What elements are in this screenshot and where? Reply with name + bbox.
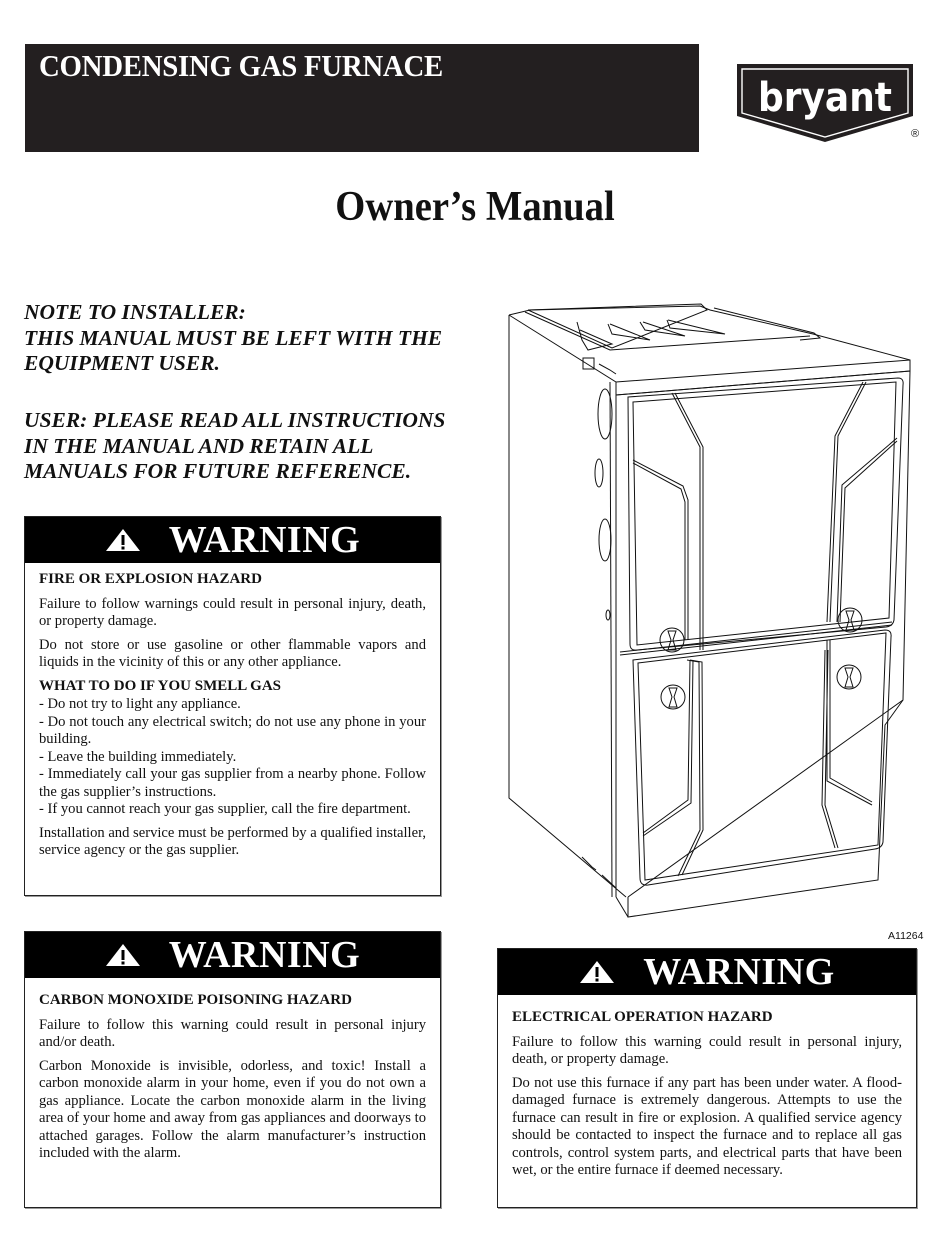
note-line: NOTE TO INSTALLER: xyxy=(24,300,246,324)
user-note xyxy=(24,408,445,485)
gas-step: - Immediately call your gas supplier from a nearby phone. Follow the gas supplier’s instructions. xyxy=(39,766,426,800)
hazard-title: CARBON MONOXIDE POISONING HAZARD xyxy=(39,992,352,1008)
door-latch-icon xyxy=(838,608,862,632)
furnace-illustration xyxy=(500,300,920,925)
registered-mark: ® xyxy=(911,128,920,140)
hazard-title: ELECTRICAL OPERATION HAZARD xyxy=(512,1009,773,1025)
note-line: MANUALS FOR FUTURE REFERENCE. xyxy=(24,459,412,483)
door-latch-icon xyxy=(837,665,861,689)
hazard-title: FIRE OR EXPLOSION HAZARD xyxy=(39,571,262,587)
logo-text: bryant xyxy=(758,75,892,121)
installer-note xyxy=(24,300,442,377)
warning-box-carbon-monoxide xyxy=(24,931,441,1208)
warning-triangle-icon xyxy=(105,528,141,552)
warning-paragraph: Do not use this furnace if any part has been under water. A flood-damaged furnace is extremely dangerous. Attempts to use the furnace can result in fire or explosion. A qualified service agency should be contacted to inspect the furnace and to replace all gas controls, control system parts, and electrical parts that have been wet, or the entire furnace if deemed necessary. xyxy=(512,1074,902,1178)
door-latch-icon xyxy=(661,685,685,709)
document-title: Owner’s Manual xyxy=(335,184,615,230)
smell-gas-subheading: WHAT TO DO IF YOU SMELL GAS xyxy=(39,677,281,694)
warning-header xyxy=(498,949,916,995)
warning-paragraph: Carbon Monoxide is invisible, odorless, and toxic! Install a carbon monoxide alarm in your home, even if you do not own a gas appliance. Locate the carbon monoxide alarm in the living area of your home and away from gas appliances and doorways to attached garages. Follow the alarm manufacturer’s instruction included with the alarm. xyxy=(39,1057,426,1161)
warning-header xyxy=(25,932,440,978)
warning-closing: Installation and service must be performed by a qualified installer, service agency or the gas supplier. xyxy=(39,824,426,858)
gas-step: - Leave the building immediately. xyxy=(39,748,237,765)
bryant-logo xyxy=(733,60,920,145)
gas-step: - Do not touch any electrical switch; do not use any phone in your building. xyxy=(39,713,426,747)
warning-intro: Failure to follow warnings could result in personal injury, death, or property damage. xyxy=(39,595,426,629)
banner-title: CONDENSING GAS FURNACE xyxy=(39,48,443,83)
figure-id: A11264 xyxy=(888,930,924,942)
warning-intro: Failure to follow this warning could result in personal injury, death, or property damage. xyxy=(512,1033,902,1067)
note-line: IN THE MANUAL AND RETAIN ALL xyxy=(24,433,374,458)
warning-box-electrical xyxy=(497,948,917,1208)
title-banner xyxy=(25,44,699,152)
warning-box-fire xyxy=(24,516,441,896)
gas-step: - If you cannot reach your gas supplier, call the fire department. xyxy=(39,801,411,817)
note-line: USER: PLEASE READ ALL INSTRUCTIONS xyxy=(24,408,446,432)
warning-label: WARNING xyxy=(643,951,835,993)
warning-label: WARNING xyxy=(168,519,361,561)
warning-triangle-icon xyxy=(105,943,141,967)
warning-header xyxy=(25,517,440,563)
note-line: EQUIPMENT USER. xyxy=(24,351,220,375)
warning-label: WARNING xyxy=(168,934,361,976)
gas-step: - Do not try to light any appliance. xyxy=(39,696,241,712)
warning-paragraph: Do not store or use gasoline or other flammable vapors and liquids in the vicinity of this or any other appliance. xyxy=(39,636,426,670)
note-line: THIS MANUAL MUST BE LEFT WITH THE xyxy=(24,325,443,350)
warning-triangle-icon xyxy=(579,960,615,984)
warning-intro: Failure to follow this warning could result in personal injury and/or death. xyxy=(39,1016,426,1050)
